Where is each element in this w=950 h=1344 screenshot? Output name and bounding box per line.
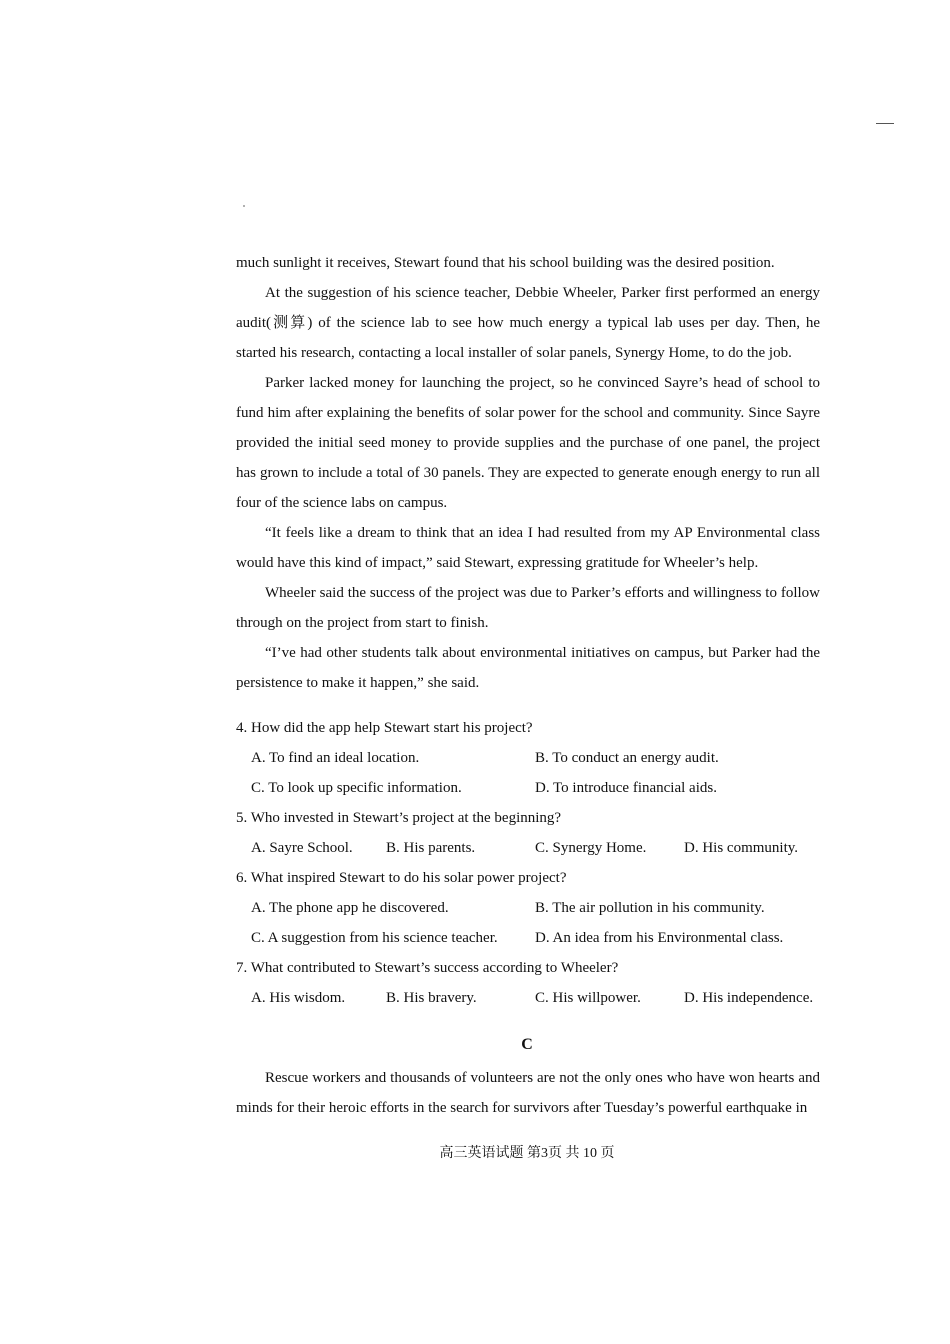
question-stem: 6. What inspired Stewart to do his solar power project? <box>236 870 567 886</box>
option-c: C. A suggestion from his science teacher. <box>251 930 498 946</box>
option-d: D. To introduce financial aids. <box>535 780 717 796</box>
option-a: A. The phone app he discovered. <box>251 900 449 916</box>
passage-paragraph: “It feels like a dream to think that an idea I had resulted from my AP Environmental class would have this kind of impact,” said Stewart, expressing gratitude for Wheeler’s help. <box>236 525 820 571</box>
option-b: B. His parents. <box>386 840 476 856</box>
passage-paragraph: Parker lacked money for launching the project, so he convinced Sayre’s head of school to fund him after explaining the benefits of solar power for the school and community. Since Sayre provided the initial seed money to provide supplies and the purchase of one panel, the project has grown to include a total of 30 panels. They are expected to generate enough energy to run all four of the science labs on campus. <box>236 375 820 511</box>
option-d: D. His independence. <box>684 990 814 1006</box>
option-c: C. Synergy Home. <box>535 840 647 856</box>
question-5 <box>236 803 820 863</box>
passage-b <box>236 248 820 698</box>
option-b: B. His bravery. <box>386 990 477 1006</box>
passage-paragraph: “I’ve had other students talk about environmental initiatives on campus, but Parker had the persistence to make it happen,” she said. <box>236 645 820 691</box>
passage-c <box>236 1063 820 1123</box>
question-7 <box>236 953 820 1013</box>
corner-scan-mark <box>876 123 894 124</box>
option-c: C. His willpower. <box>535 990 641 1006</box>
question-list <box>236 713 820 1013</box>
option-row <box>236 833 820 863</box>
question-6 <box>236 863 820 953</box>
question-4 <box>236 713 820 803</box>
passage-paragraph: Rescue workers and thousands of volunteers are not the only ones who have won hearts and minds for their heroic efforts in the search for survivors after Tuesday’s powerful earthquake in <box>236 1070 820 1116</box>
option-row <box>236 743 820 773</box>
passage-paragraph: At the suggestion of his science teacher, Debbie Wheeler, Parker first performed an energy audit(测算) of the science lab to see how much energy a typical lab uses per day. Then, he started his research, contacting a local installer of solar panels, Synergy Home, to do the job. <box>236 285 820 361</box>
option-a: A. His wisdom. <box>251 990 346 1006</box>
option-a: A. Sayre School. <box>251 840 353 856</box>
option-b: B. To conduct an energy audit. <box>535 750 719 766</box>
option-a: A. To find an ideal location. <box>251 750 420 766</box>
passage-paragraph: Wheeler said the success of the project was due to Parker’s efforts and willingness to follow through on the project from start to finish. <box>236 585 820 631</box>
question-stem: 5. Who invested in Stewart’s project at the beginning? <box>236 810 562 826</box>
option-row <box>236 773 820 803</box>
option-b: B. The air pollution in his community. <box>535 900 765 916</box>
option-row <box>236 923 820 953</box>
option-row <box>236 893 820 923</box>
option-d: D. An idea from his Environmental class. <box>535 930 784 946</box>
question-stem: 4. How did the app help Stewart start his project? <box>236 720 533 736</box>
scan-speck <box>243 205 245 207</box>
option-d: D. His community. <box>684 840 799 856</box>
section-heading: C <box>521 1036 533 1053</box>
page-footer: 高三英语试题 第3页 共 10 页 <box>439 1146 615 1161</box>
option-row <box>236 983 820 1013</box>
passage-paragraph: much sunlight it receives, Stewart found that his school building was the desired position. <box>236 255 775 271</box>
question-stem: 7. What contributed to Stewart’s success according to Wheeler? <box>236 960 619 976</box>
option-c: C. To look up specific information. <box>251 780 462 796</box>
